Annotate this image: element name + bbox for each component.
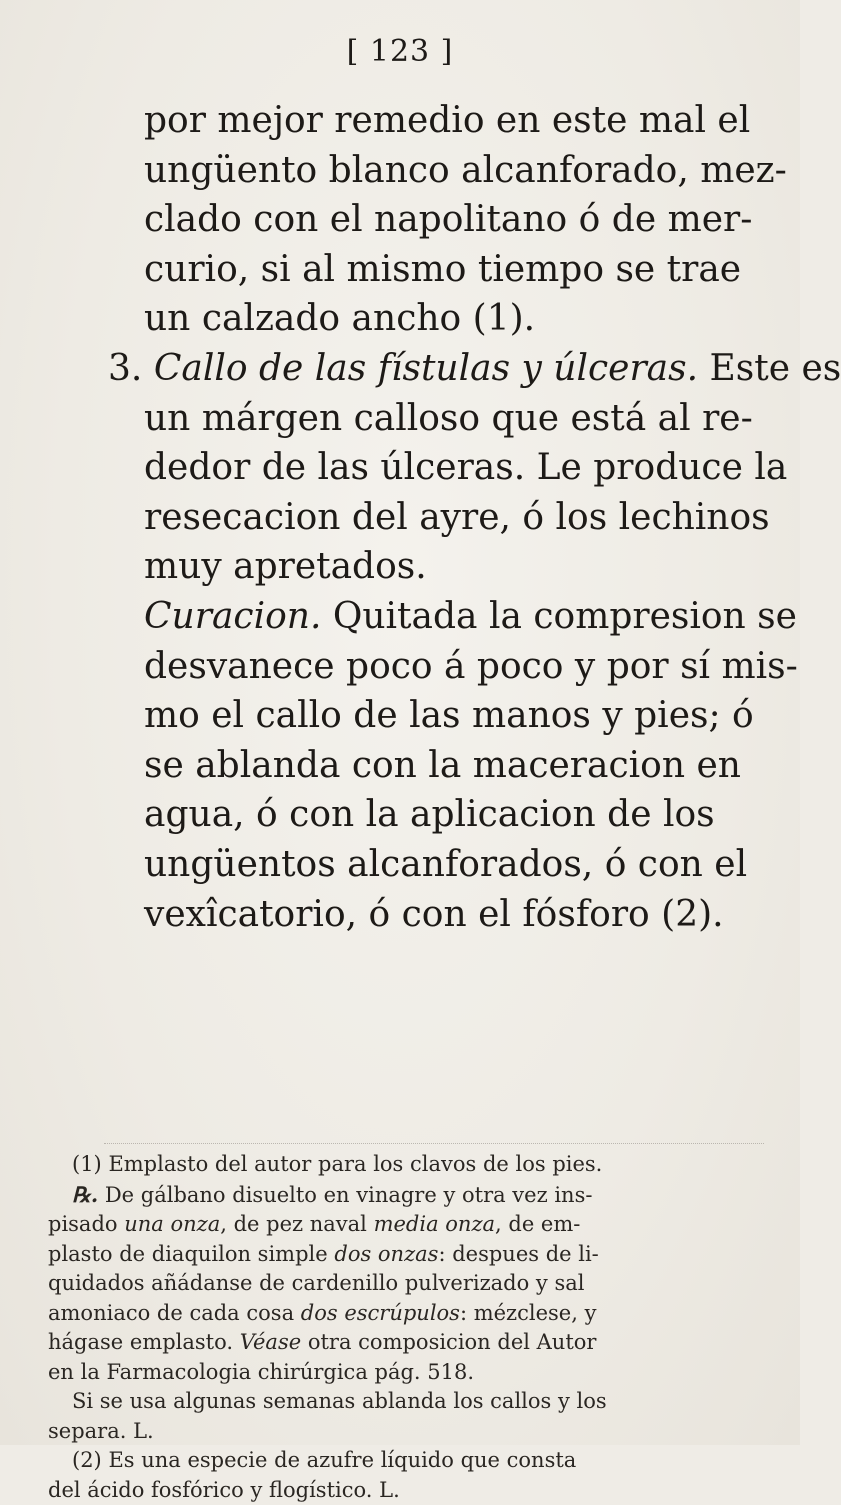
footnote-line: Si se usa algunas semanas ablanda los callos y los	[48, 1387, 778, 1417]
text-line: ungüentos alcanforados, ó con el	[144, 840, 748, 890]
footnote-line: hágase emplasto. Véase otra composicion del Autor	[48, 1328, 778, 1358]
text-line: dedor de las úlceras. Le produce la	[108, 443, 748, 493]
page-number: [ 123 ]	[0, 34, 800, 69]
footnote-separator	[104, 1143, 764, 1146]
section-3	[108, 344, 748, 592]
footnote-1	[48, 1150, 778, 1446]
section-heading-line	[108, 344, 748, 394]
footnote-line: separa. L.	[48, 1417, 778, 1447]
paragraph-continuation	[108, 96, 748, 344]
footnote-line: amoniaco de cada cosa dos escrúpulos: mézclese, y	[48, 1299, 778, 1329]
text-line: ungüento blanco alcanforado, mez-	[144, 146, 748, 196]
text-line: agua, ó con la aplicacion de los	[144, 790, 748, 840]
section-number: 3.	[108, 348, 142, 389]
text-line: clado con el napolitano ó de mer-	[144, 195, 748, 245]
footnote-line: (1) Emplasto del autor para los clavos de los pies.	[48, 1150, 778, 1180]
footnote-line: (2) Es una especie de azufre líquido que consta	[48, 1446, 778, 1476]
text-line: se ablanda con la maceracion en	[144, 741, 748, 791]
footnote-marker: (1)	[72, 1152, 102, 1176]
text-line: muy apretados.	[108, 542, 748, 592]
footnote-line: en la Farmacologia chirúrgica pág. 518.	[48, 1358, 778, 1388]
text-line: un márgen calloso que está al re-	[108, 394, 748, 444]
main-text	[108, 96, 748, 939]
curacion-heading-line	[144, 592, 748, 642]
recipe-symbol: ℞.	[72, 1182, 98, 1207]
footnote-line: ℞. De gálbano disuelto en vinagre y otra vez ins-	[48, 1180, 778, 1211]
text-line: mo el callo de las manos y pies; ó	[144, 691, 748, 741]
footnote-line: quidados añádanse de cardenillo pulverizado y sal	[48, 1269, 778, 1299]
text-line: resecacion del ayre, ó los lechinos	[108, 493, 748, 543]
text-line: Quitada la compresion se	[333, 596, 797, 637]
footnote-line: del ácido fosfórico y flogístico. L.	[48, 1476, 778, 1505]
footnotes	[48, 1150, 778, 1505]
text-line: Este es	[710, 348, 841, 389]
curacion-paragraph	[108, 592, 748, 939]
footnote-2	[48, 1446, 778, 1505]
footnote-line: plasto de diaquilon simple dos onzas: despues de li-	[48, 1240, 778, 1270]
text-line: vexîcatorio, ó con el fósforo (2).	[144, 890, 748, 940]
text-line: curio, si al mismo tiempo se trae	[144, 245, 748, 295]
footnote-marker: (2)	[72, 1448, 102, 1472]
text-line: un calzado ancho (1).	[144, 294, 748, 344]
text-line: desvanece poco á poco y por sí mis-	[144, 642, 748, 692]
text-line: por mejor remedio en este mal el	[144, 96, 748, 146]
curacion-label: Curacion.	[144, 596, 321, 637]
footnote-line: pisado una onza, de pez naval media onza, de em-	[48, 1210, 778, 1240]
section-title: Callo de las fístulas y úlceras.	[154, 348, 698, 389]
